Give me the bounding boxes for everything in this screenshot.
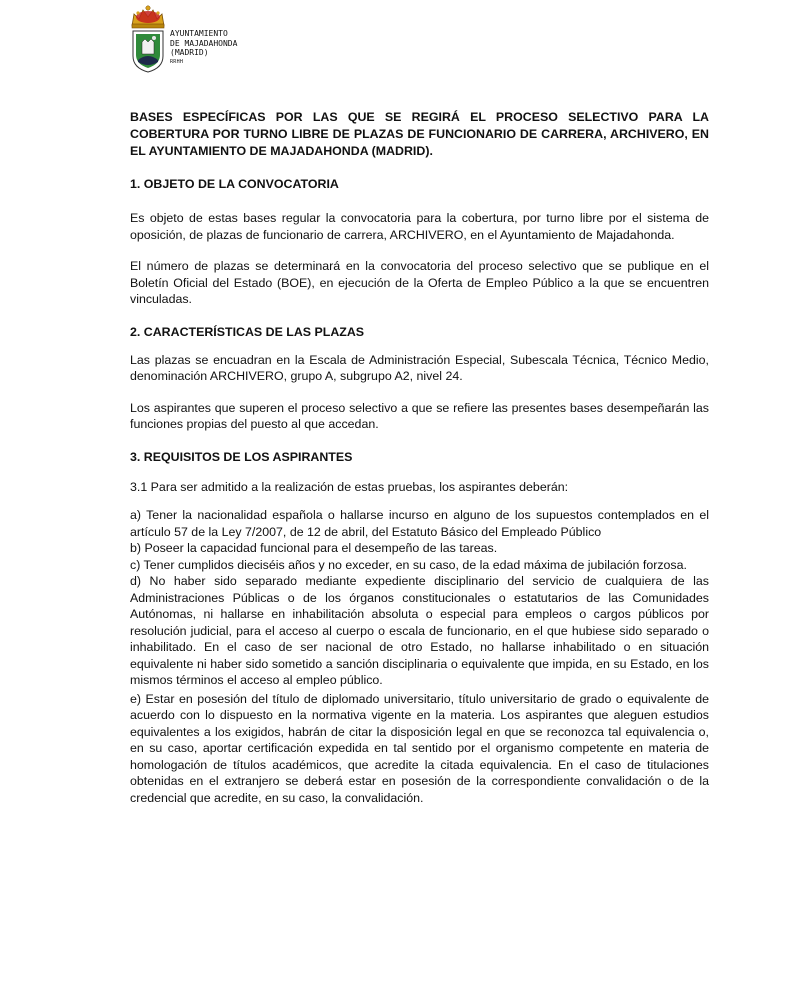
requirements-intro: 3.1 Para ser admitido a la realización de estas pruebas, los aspirantes deberán:: [130, 479, 569, 494]
document-body: [130, 109, 709, 806]
paragraph: Los aspirantes que superen el proceso selectivo a que se refiere las presentes bases desempeñarán las funciones propias del puesto al que accedan.: [130, 400, 709, 431]
paragraph: Es objeto de estas bases regular la convocatoria para la cobertura, por turno libre por el sistema de oposición, de plazas de funcionario de carrera, ARCHIVERO, en el Ayuntamiento de Majadahonda.: [130, 211, 709, 242]
requirement-item: e) Estar en posesión del título de diplomado universitario, título universitario de grado o equivalente de acuerdo con lo dispuesto en la normativa vigente en la materia. Los aspirantes que aleguen estudios equivalentes a los exigidos, habrán de citar la disposición legal en que se reconozca tal equivalencia o, en su caso, aportar certificación expedida en tal sentido por el organismo competente en materia de homologación de títulos académicos, que acredite la citada equivalencia. En el caso de titulaciones obtenidas en el extranjero se deberá estar en posesión de la correspondiente convalidación o de la credencial que acredite, en su caso, la convalidación.: [130, 691, 709, 805]
organization-name: [170, 29, 237, 66]
org-line: AYUNTAMIENTO: [170, 29, 228, 38]
paragraph: El número de plazas se determinará en la convocatoria del proceso selectivo que se publique en el Boletín Oficial del Estado (BOE), en ejecución de la Oferta de Empleo Público a la que se encuentren vinculadas.: [130, 259, 709, 306]
section-heading: 1. OBJETO DE LA CONVOCATORIA: [130, 177, 339, 191]
requirement-item: c) Tener cumplidos dieciséis años y no exceder, en su caso, de la edad máxima de jubilación forzosa.: [130, 557, 687, 572]
paragraph: Las plazas se encuadran en la Escala de Administración Especial, Subescala Técnica, Técnico Medio, denominación ARCHIVERO, grupo A, subgrupo A2, nivel 24.: [130, 352, 709, 383]
org-line: DE MAJADAHONDA: [170, 38, 238, 48]
document-title: BASES ESPECÍFICAS POR LAS QUE SE REGIRÁ EL PROCESO SELECTIVO PARA LA COBERTURA POR TURNO LIBRE DE PLAZAS DE FUNCIONARIO DE CARRERA, ARCHIVERO, EN EL AYUNTAMIENTO DE MAJADAHONDA (MADRID).: [130, 110, 709, 158]
org-line: (MADRID): [170, 48, 209, 57]
section-heading: 2. CARACTERÍSTICAS DE LAS PLAZAS: [130, 324, 365, 339]
requirement-item: b) Poseer la capacidad funcional para el desempeño de las tareas.: [130, 541, 498, 555]
section-heading: 3. REQUISITOS DE LOS ASPIRANTES: [130, 449, 353, 464]
requirement-item: a) Tener la nacionalidad española o hallarse incurso en alguno de los supuestos contemplados en el artículo 57 de la Ley 7/2007, de 12 de abril, del Estatuto Básico del Empleado Público: [130, 508, 709, 539]
requirement-item: d) No haber sido separado mediante expediente disciplinario del servicio de cualquiera de las Administraciones Públicas o de los órganos constitucionales o estatutarios de las Comunidades Autónomas, ni hallarse en inhabilitación absoluta o especial para empleos o cargos públicos por resolución judicial, para el acceso al cuerpo o escala de funcionario, en el que hubiese sido separado o inhabilitado. En el caso de ser nacional de otro Estado, no hallarse inhabilitado o en situación equivalente ni haber sido sometido a sanción disciplinaria o equivalente que impida, en su Estado, en los mismos términos el acceso al empleo público.: [130, 574, 709, 687]
municipal-crest-logo: [128, 2, 168, 74]
department-label: RRHH: [170, 58, 184, 65]
